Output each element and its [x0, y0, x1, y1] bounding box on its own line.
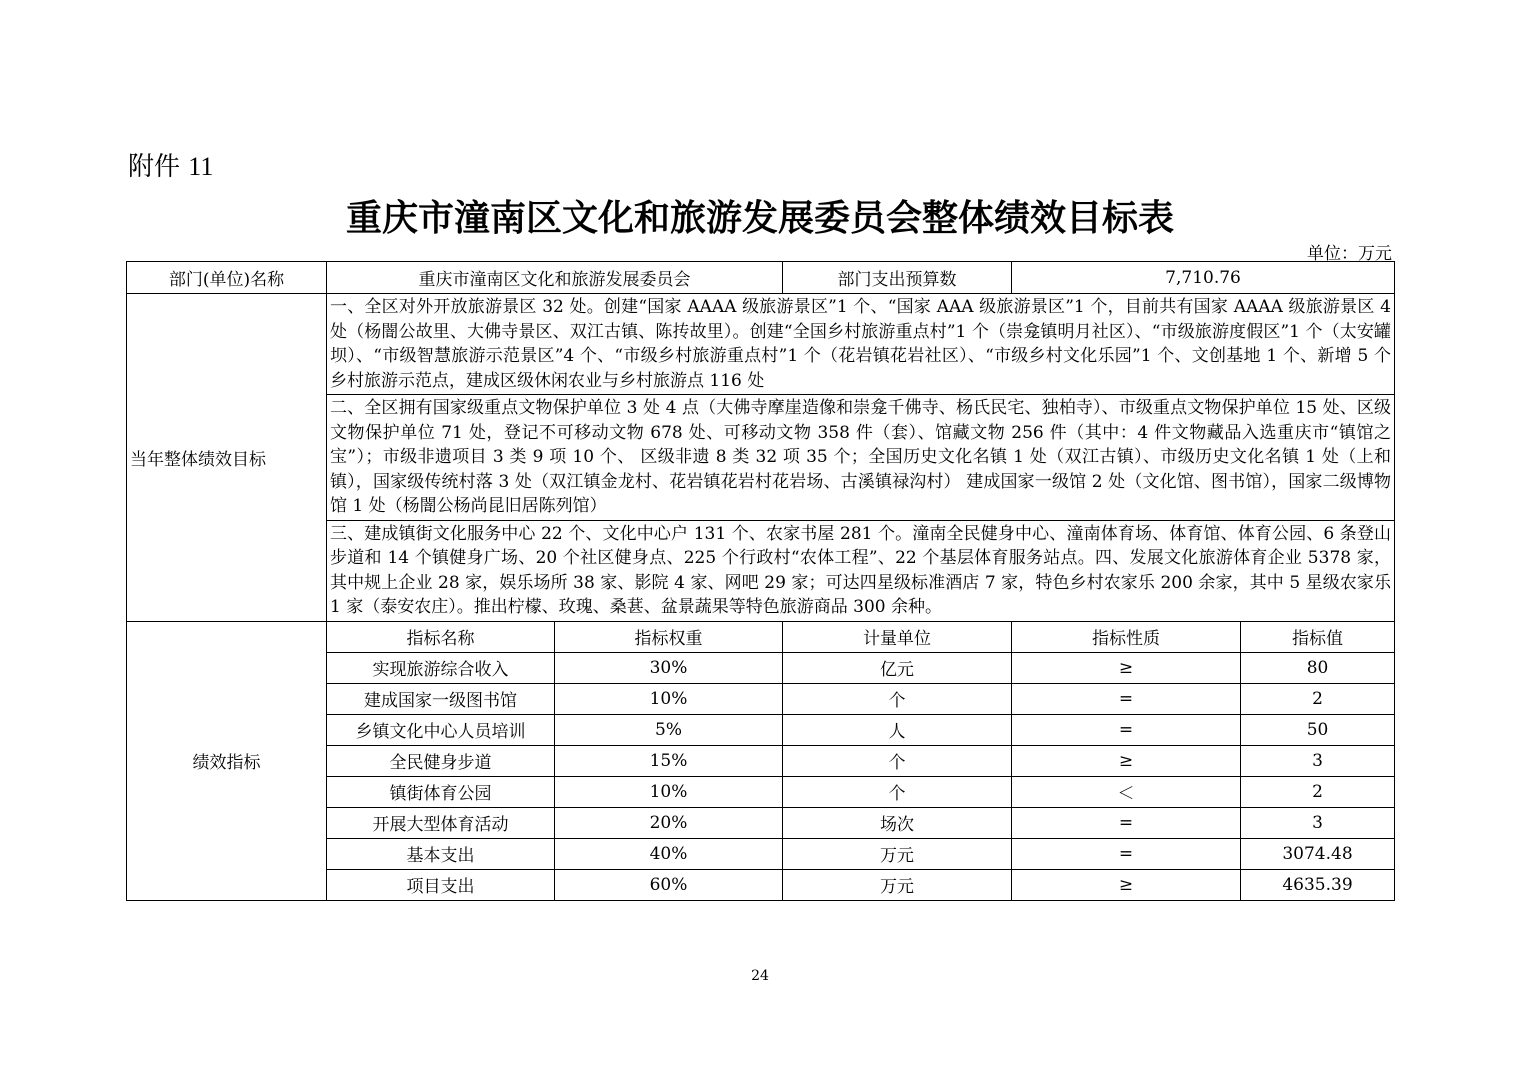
indicator-nature: = — [1012, 714, 1241, 745]
indicator-weight: 40% — [555, 838, 783, 869]
document-title: 重庆市潼南区文化和旅游发展委员会整体绩效目标表 — [345, 198, 1174, 239]
indicator-unit: 个 — [783, 683, 1012, 714]
budget-value: 7,710.76 — [1012, 262, 1395, 294]
indicator-value: 50 — [1241, 714, 1395, 745]
indicator-name: 基本支出 — [327, 838, 555, 869]
indicator-value: 2 — [1241, 776, 1395, 807]
indicator-unit: 个 — [783, 776, 1012, 807]
indicator-name: 项目支出 — [327, 869, 555, 900]
budget-label: 部门支出预算数 — [783, 262, 1012, 294]
goals-label: 当年整体绩效目标 — [127, 294, 327, 622]
unit-label: 单位：万元 — [1307, 244, 1392, 264]
indicator-weight: 15% — [555, 745, 783, 776]
indicator-header-row — [127, 621, 1395, 652]
indicator-weight: 30% — [555, 652, 783, 683]
column-header: 指标性质 — [1012, 621, 1241, 652]
goal-item: 一、全区对外开放旅游景区 32 处。创建“国家 AAAA 级旅游景区”1 个、“国家 AAA 级旅游景区”1 个，目前共有国家 AAAA 级旅游景区 4 处（杨闇公故里、大佛寺景区、双江古镇、陈抟故里）。创建“全国乡村旅游重点村”1 个（崇龛镇明月社区）、“市级旅游度假区”1 个（太安罐坝）、“市级智慧旅游示范景区”4 个、“市级乡村旅游重点村”1 个（花岩镇花岩社区）、“市级乡村文化乐园”1 个、文创基地 1 个、新增 5 个乡村旅游示范点，建成区级休闲农业与乡村旅游点 116 处 — [327, 294, 1395, 395]
indicator-nature: ＜ — [1012, 776, 1241, 807]
indicator-nature: = — [1012, 683, 1241, 714]
column-header: 指标名称 — [327, 621, 555, 652]
indicator-weight: 20% — [555, 807, 783, 838]
indicator-unit: 万元 — [783, 838, 1012, 869]
column-header: 计量单位 — [783, 621, 1012, 652]
attachment-number: 11 — [188, 152, 214, 181]
column-header: 指标权重 — [555, 621, 783, 652]
indicator-unit: 亿元 — [783, 652, 1012, 683]
indicator-name: 全民健身步道 — [327, 745, 555, 776]
indicator-unit: 万元 — [783, 869, 1012, 900]
indicator-value: 3 — [1241, 807, 1395, 838]
indicator-weight: 10% — [555, 776, 783, 807]
indicator-unit: 场次 — [783, 807, 1012, 838]
header-row — [127, 262, 1395, 294]
indicator-nature: ≥ — [1012, 869, 1241, 900]
indicator-name: 建成国家一级图书馆 — [327, 683, 555, 714]
goal-item: 三、建成镇街文化服务中心 22 个、文化中心户 131 个、农家书屋 281 个。潼南全民健身中心、潼南体育场、体育馆、体育公园、6 条登山步道和 14 个镇健身广场、20 个社区健身点、225 个行政村“农体工程”、22 个基层体育服务站点。四、发展文化旅游体育企业 5378 家，其中规上企业 28 家，娱乐场所 38 家、影院 4 家、网吧 29 家；可达四星级标准酒店 7 家，特色乡村农家乐 200 余家，其中 5 星级农家乐 1 家（泰安农庄）。推出柠檬、玫瑰、桑葚、盆景蔬果等特色旅游商品 300 余种。 — [327, 520, 1395, 621]
performance-table — [126, 261, 1395, 901]
indicator-value: 3 — [1241, 745, 1395, 776]
indicator-weight: 5% — [555, 714, 783, 745]
indicator-name: 镇街体育公园 — [327, 776, 555, 807]
indicator-weight: 60% — [555, 869, 783, 900]
indicator-value: 4635.39 — [1241, 869, 1395, 900]
indicator-unit: 人 — [783, 714, 1012, 745]
indicator-name: 乡镇文化中心人员培训 — [327, 714, 555, 745]
column-header: 指标值 — [1241, 621, 1395, 652]
indicator-nature: = — [1012, 807, 1241, 838]
indicator-name: 开展大型体育活动 — [327, 807, 555, 838]
attachment-label — [128, 146, 213, 183]
indicator-nature: ≥ — [1012, 745, 1241, 776]
indicators-label: 绩效指标 — [127, 621, 327, 900]
indicator-value: 2 — [1241, 683, 1395, 714]
indicator-value: 3074.48 — [1241, 838, 1395, 869]
goal-item: 二、全区拥有国家级重点文物保护单位 3 处 4 点（大佛寺摩崖造像和崇龛千佛寺、杨氏民宅、独柏寺）、市级重点文物保护单位 15 处、区级文物保护单位 71 处，登记不可移动文物 678 处、可移动文物 358 件（套）、馆藏文物 256 件（其中：4 件文物藏品入选重庆市“镇馆之宝”）；市级非遗项目 3 类 9 项 10 个、 区级非遗 8 类 32 项 35 个；全国历史文化名镇 1 处（双江古镇）、市级历史文化名镇 1 处（上和镇），国家级传统村落 3 处（双江镇金龙村、花岩镇花岩村花岩场、古溪镇禄沟村） 建成国家一级馆 2 处（文化馆、图书馆），国家二级博物馆 1 处（杨闇公杨尚昆旧居陈列馆） — [327, 395, 1395, 521]
goal-row — [127, 294, 1395, 395]
attachment-prefix: 附件 — [128, 152, 181, 182]
dept-name-value: 重庆市潼南区文化和旅游发展委员会 — [327, 262, 783, 294]
dept-name-label: 部门(单位)名称 — [127, 262, 327, 294]
indicator-unit: 个 — [783, 745, 1012, 776]
indicator-value: 80 — [1241, 652, 1395, 683]
indicator-nature: = — [1012, 838, 1241, 869]
indicator-nature: ≥ — [1012, 652, 1241, 683]
indicator-weight: 10% — [555, 683, 783, 714]
page-number: 24 — [751, 968, 769, 984]
indicator-name: 实现旅游综合收入 — [327, 652, 555, 683]
